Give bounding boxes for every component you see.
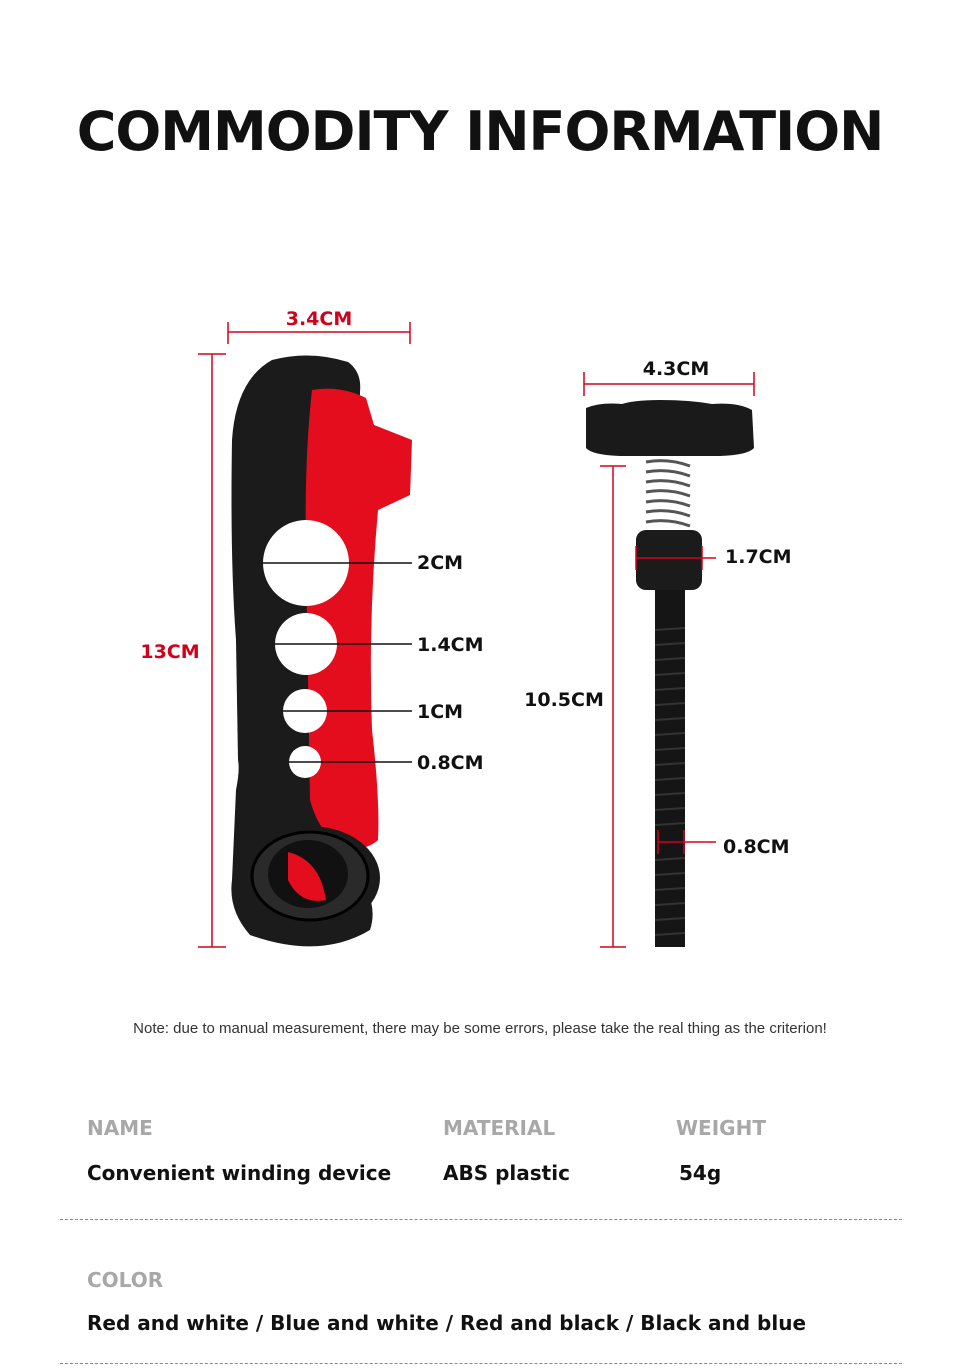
name-value: Convenient winding device: [87, 1161, 392, 1185]
color-label: COLOR: [87, 1268, 164, 1292]
bolt-collar-label: 1.7CM: [725, 546, 792, 568]
hole-1-4cm-label: 1.4CM: [417, 634, 484, 656]
color-value: Red and white / Blue and white / Red and black / Black and blue: [87, 1311, 807, 1335]
bolt-head-width-label: 4.3CM: [642, 358, 710, 380]
divider-bottom: [60, 1363, 902, 1364]
bolt-collar: [636, 530, 702, 590]
material-value: ABS plastic: [443, 1161, 570, 1185]
hole-1cm-label: 1CM: [417, 701, 464, 723]
bolt-length-label: 10.5CM: [524, 689, 604, 711]
weight-value: 54g: [679, 1161, 722, 1185]
wrench-illustration: [140, 308, 483, 947]
bolt-head: [586, 400, 754, 456]
bolt-thread-label: 0.8CM: [723, 836, 790, 858]
page-title: COMMODITY INFORMATION: [76, 100, 884, 163]
divider-top: [60, 1219, 902, 1220]
bolt-illustration: [524, 358, 791, 947]
wrench-height-label: 13CM: [140, 641, 200, 663]
measurement-note: Note: due to manual measurement, there may be some errors, please take the real thing as the criterion!: [133, 1020, 827, 1037]
wrench-width-label: 3.4CM: [285, 308, 353, 330]
material-label: MATERIAL: [443, 1116, 556, 1140]
hole-2cm-label: 2CM: [417, 552, 464, 574]
weight-label: WEIGHT: [676, 1116, 766, 1140]
name-label: NAME: [87, 1116, 153, 1140]
hole-0-8cm-label: 0.8CM: [417, 752, 484, 774]
